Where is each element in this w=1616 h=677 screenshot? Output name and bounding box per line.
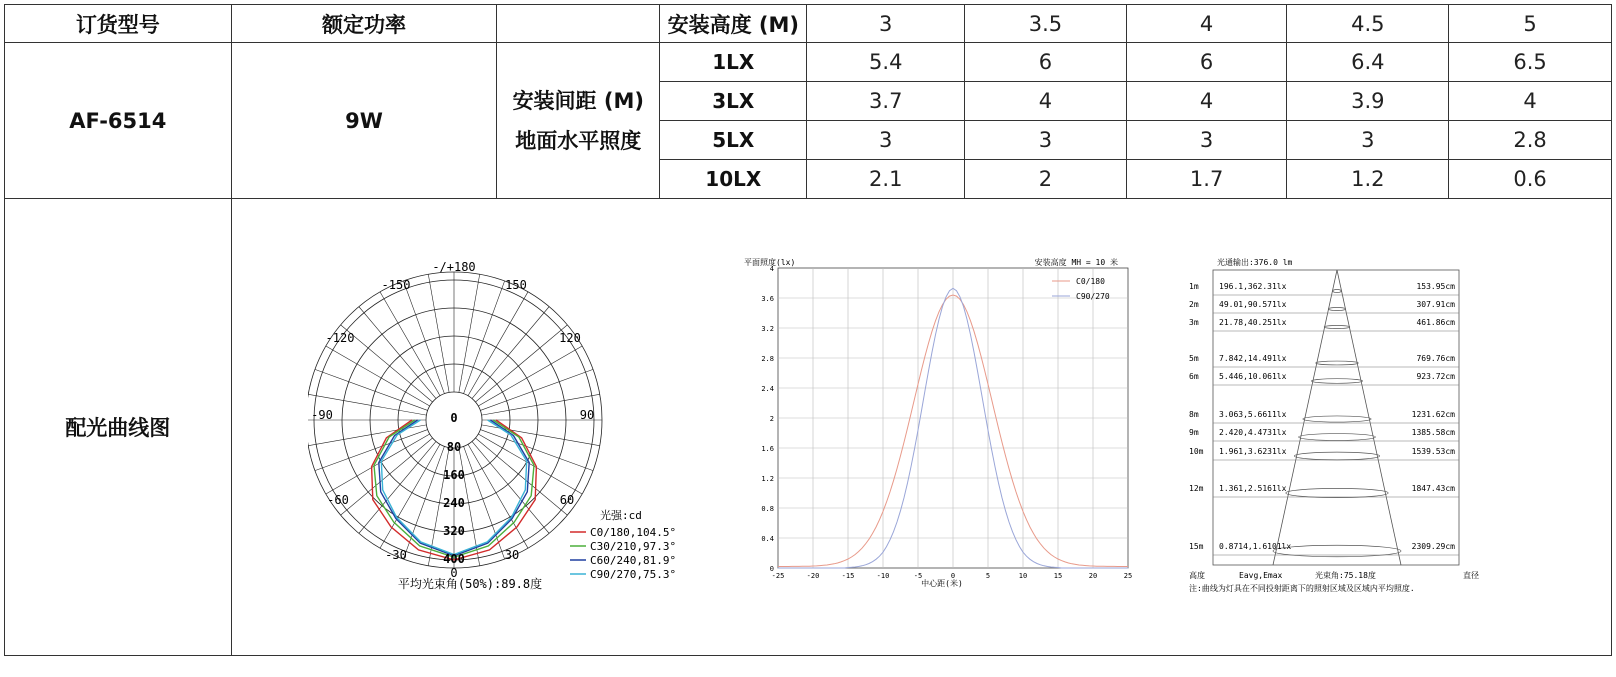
- polar-spoke: [458, 274, 479, 392]
- spacing-value: 6: [1126, 43, 1287, 82]
- illum-xtick: 25: [1123, 572, 1132, 580]
- angle-label: 90: [579, 408, 594, 422]
- illum-ytick: 3.2: [760, 325, 774, 333]
- radial-label: 320: [442, 524, 465, 538]
- illum-xtick: 5: [985, 572, 990, 580]
- cone-diameter: 1539.53cm: [1411, 447, 1455, 456]
- illum-grid: [778, 268, 1128, 568]
- cone-rows: [1189, 282, 1459, 557]
- illum-ytick: 2.8: [760, 355, 774, 363]
- cone-ellipse: [1302, 416, 1370, 422]
- illum-ytick: 1.2: [760, 475, 774, 483]
- illum-xlabel: 中心距(米): [920, 579, 963, 588]
- lx-label: 1LX: [660, 43, 807, 82]
- cone-height: 15m: [1188, 542, 1204, 551]
- radial-label: 400: [442, 552, 465, 566]
- cone-diameter: 307.91cm: [1416, 300, 1455, 309]
- angle-label: 0: [450, 566, 458, 580]
- polar-spoke: [325, 434, 429, 494]
- illum-ytick: 2.4: [760, 385, 774, 393]
- illum-legend: [1052, 277, 1110, 301]
- beam-angle-text: 平均光束角(50%):89.8度: [397, 577, 542, 591]
- illum-ytick: 0: [769, 565, 774, 573]
- height-value: 3.5: [965, 5, 1127, 43]
- cone-footer-height: 高度: [1188, 571, 1205, 580]
- illum-xtick: -5: [913, 572, 922, 580]
- angle-label: 150: [504, 278, 527, 292]
- radial-label: 0: [450, 411, 458, 425]
- illum-xtick: -15: [841, 572, 854, 580]
- polar-spoke: [475, 325, 567, 402]
- spec-table: [4, 4, 1612, 656]
- radial-label: 240: [442, 496, 465, 510]
- spacing-value: 3.7: [807, 82, 965, 121]
- cone-ellipse: [1311, 379, 1362, 384]
- lx-label: 10LX: [660, 160, 807, 199]
- spacing-label: 安装间距 (M): [512, 88, 644, 113]
- cone-ellipse: [1324, 326, 1350, 329]
- spacing-value: 1.7: [1126, 160, 1287, 199]
- power-header: 额定功率: [231, 5, 497, 43]
- header-row: [5, 5, 1612, 43]
- polar-spoke: [380, 292, 440, 396]
- angle-label: -90: [310, 408, 333, 422]
- polar-spoke: [472, 307, 549, 399]
- illuminance-chart: [734, 254, 1139, 599]
- illum-ytick: 2: [769, 415, 774, 423]
- cone-footer-diameter: 直径: [1462, 571, 1479, 580]
- cone-diameter: 1231.62cm: [1411, 410, 1455, 419]
- legend-item: C60/240,81.9°: [589, 554, 676, 567]
- cone-footer-e: Eavg,Emax: [1238, 571, 1282, 580]
- spacing-value: 3.9: [1287, 82, 1449, 121]
- illum-ytick: 0.4: [760, 535, 774, 543]
- cone-ellipse: [1328, 308, 1345, 311]
- cone-diameter: 1847.43cm: [1411, 484, 1455, 493]
- legend-item: C0/180,104.5°: [589, 526, 676, 539]
- cone-height: 5m: [1188, 354, 1199, 363]
- cone-height: 9m: [1188, 428, 1199, 437]
- blank-header: [497, 5, 660, 43]
- cone-illum: 49.01,90.571lx: [1218, 300, 1287, 309]
- cone-illum: 1.961,3.6231lx: [1218, 447, 1287, 456]
- cone-diagram: [1177, 254, 1522, 599]
- illum-yticks: [761, 265, 774, 573]
- illum-label: 地面水平照度: [515, 128, 642, 153]
- spacing-value: 1.2: [1287, 160, 1449, 199]
- spacing-value: 3: [1287, 121, 1449, 160]
- polar-spoke: [358, 307, 435, 399]
- legend-item: C0/180: [1075, 277, 1105, 286]
- charts-area: [232, 199, 1611, 655]
- legend-item: C30/210,97.3°: [589, 540, 676, 553]
- cone-height: 3m: [1188, 318, 1199, 327]
- spacing-label-cell: [497, 43, 660, 199]
- polar-spoke: [478, 346, 582, 406]
- spacing-value: 3: [1126, 121, 1287, 160]
- height-value: 5: [1449, 5, 1612, 43]
- cone-illum: 7.842,14.491lx: [1218, 354, 1287, 363]
- cone-height: 12m: [1188, 484, 1204, 493]
- illum-title: 安装高度 MH = 10 米: [1034, 258, 1118, 267]
- polar-legend: [570, 526, 676, 581]
- cone-diameter: 1385.58cm: [1411, 428, 1455, 437]
- spacing-value: 4: [965, 82, 1127, 121]
- cone-note: 注:曲线为灯具在不同投射距离下的照射区域及区域内平均照度.: [1188, 584, 1415, 593]
- height-value: 3: [807, 5, 965, 43]
- cone-illum: 2.420,4.4731lx: [1218, 428, 1287, 437]
- polar-spoke: [428, 274, 449, 392]
- lx-label: 5LX: [660, 121, 807, 160]
- radial-label: 80: [446, 440, 461, 454]
- cone-illum: 3.063,5.6611lx: [1218, 410, 1287, 419]
- illum-xtick: 10: [1018, 572, 1027, 580]
- curves-cell: [231, 199, 1611, 656]
- cone-footer-beam: 光束角:75.18度: [1314, 571, 1376, 580]
- spacing-value: 0.6: [1449, 160, 1612, 199]
- cone-height: 8m: [1188, 410, 1199, 419]
- angle-label: -150: [381, 278, 411, 292]
- cone-illum: 196.1,362.31lx: [1218, 282, 1287, 291]
- legend-item: C90/270,75.3°: [589, 568, 676, 581]
- cone-height: 2m: [1188, 300, 1199, 309]
- cone-ellipse: [1285, 488, 1387, 497]
- cone-illum: 1.361,2.5161lx: [1218, 484, 1287, 493]
- cone-illum: 21.78,40.251lx: [1218, 318, 1287, 327]
- cone-diameter: 769.76cm: [1416, 354, 1455, 363]
- height-header: 安装高度 (M): [660, 5, 807, 43]
- illum-xtick: 15: [1053, 572, 1062, 580]
- cone-ellipse: [1298, 434, 1375, 441]
- cone-height: 6m: [1188, 372, 1199, 381]
- polar-unit: 光强:cd: [599, 509, 642, 522]
- lx-label: 3LX: [660, 82, 807, 121]
- illum-ytick: 0.8: [760, 505, 774, 513]
- spacing-value: 2: [965, 160, 1127, 199]
- curves-row: [5, 199, 1612, 656]
- height-value: 4.5: [1287, 5, 1449, 43]
- spacing-value: 3: [965, 121, 1127, 160]
- angle-label: 60: [559, 493, 574, 507]
- spacing-value: 2.8: [1449, 121, 1612, 160]
- cone-diameter: 153.95cm: [1416, 282, 1455, 291]
- spacing-value: 6.5: [1449, 43, 1612, 82]
- curves-label: 配光曲线图: [5, 199, 232, 656]
- angle-label: 120: [558, 331, 581, 345]
- spacing-value: 6: [965, 43, 1127, 82]
- illum-xtick: 0: [950, 572, 955, 580]
- polar-spoke: [325, 346, 429, 406]
- illum-ylabel: 平面照度(lx): [743, 258, 795, 267]
- cone-height: 1m: [1188, 282, 1199, 291]
- spacing-value: 2.1: [807, 160, 965, 199]
- model-header: 订货型号: [5, 5, 232, 43]
- cone-diameter: 2309.29cm: [1411, 542, 1455, 551]
- spacing-value: 4: [1126, 82, 1287, 121]
- angle-label: -60: [326, 493, 349, 507]
- legend-item: C90/270: [1075, 292, 1110, 301]
- illum-ytick: 1.6: [760, 445, 774, 453]
- height-value: 4: [1126, 5, 1287, 43]
- cone-diameter: 461.86cm: [1416, 318, 1455, 327]
- table-row: [5, 43, 1612, 82]
- cone-title: 光通输出:376.0 lm: [1216, 258, 1292, 267]
- cone-illum: 5.446,10.061lx: [1218, 372, 1287, 381]
- polar-spoke: [468, 292, 528, 396]
- spacing-value: 6.4: [1287, 43, 1449, 82]
- radial-label: 160: [442, 468, 465, 482]
- cone-ellipse: [1315, 361, 1358, 365]
- angle-label: 30: [504, 548, 519, 562]
- angle-label: -120: [325, 331, 355, 345]
- cone-ellipse: [1332, 290, 1341, 293]
- spacing-value: 3: [807, 121, 965, 160]
- power-value: 9W: [231, 43, 497, 199]
- cone-diameter: 923.72cm: [1416, 372, 1455, 381]
- illum-xtick: -10: [876, 572, 889, 580]
- polar-chart: [308, 254, 728, 599]
- cone-illum: 0.8714,1.6101lx: [1218, 542, 1291, 551]
- cone-ellipse: [1294, 452, 1379, 460]
- spacing-value: 4: [1449, 82, 1612, 121]
- cone-height: 10m: [1188, 447, 1204, 456]
- illum-ytick: 4: [769, 265, 774, 273]
- illum-xtick: -20: [806, 572, 819, 580]
- model-value: AF-6514: [5, 43, 232, 199]
- angle-label: -30: [384, 548, 407, 562]
- angle-label: -/+180: [431, 260, 476, 274]
- illum-ytick: 3.6: [760, 295, 774, 303]
- illum-xtick: 20: [1088, 572, 1097, 580]
- spacing-value: 5.4: [807, 43, 965, 82]
- illum-xtick: -25: [771, 572, 784, 580]
- polar-spoke: [478, 434, 582, 494]
